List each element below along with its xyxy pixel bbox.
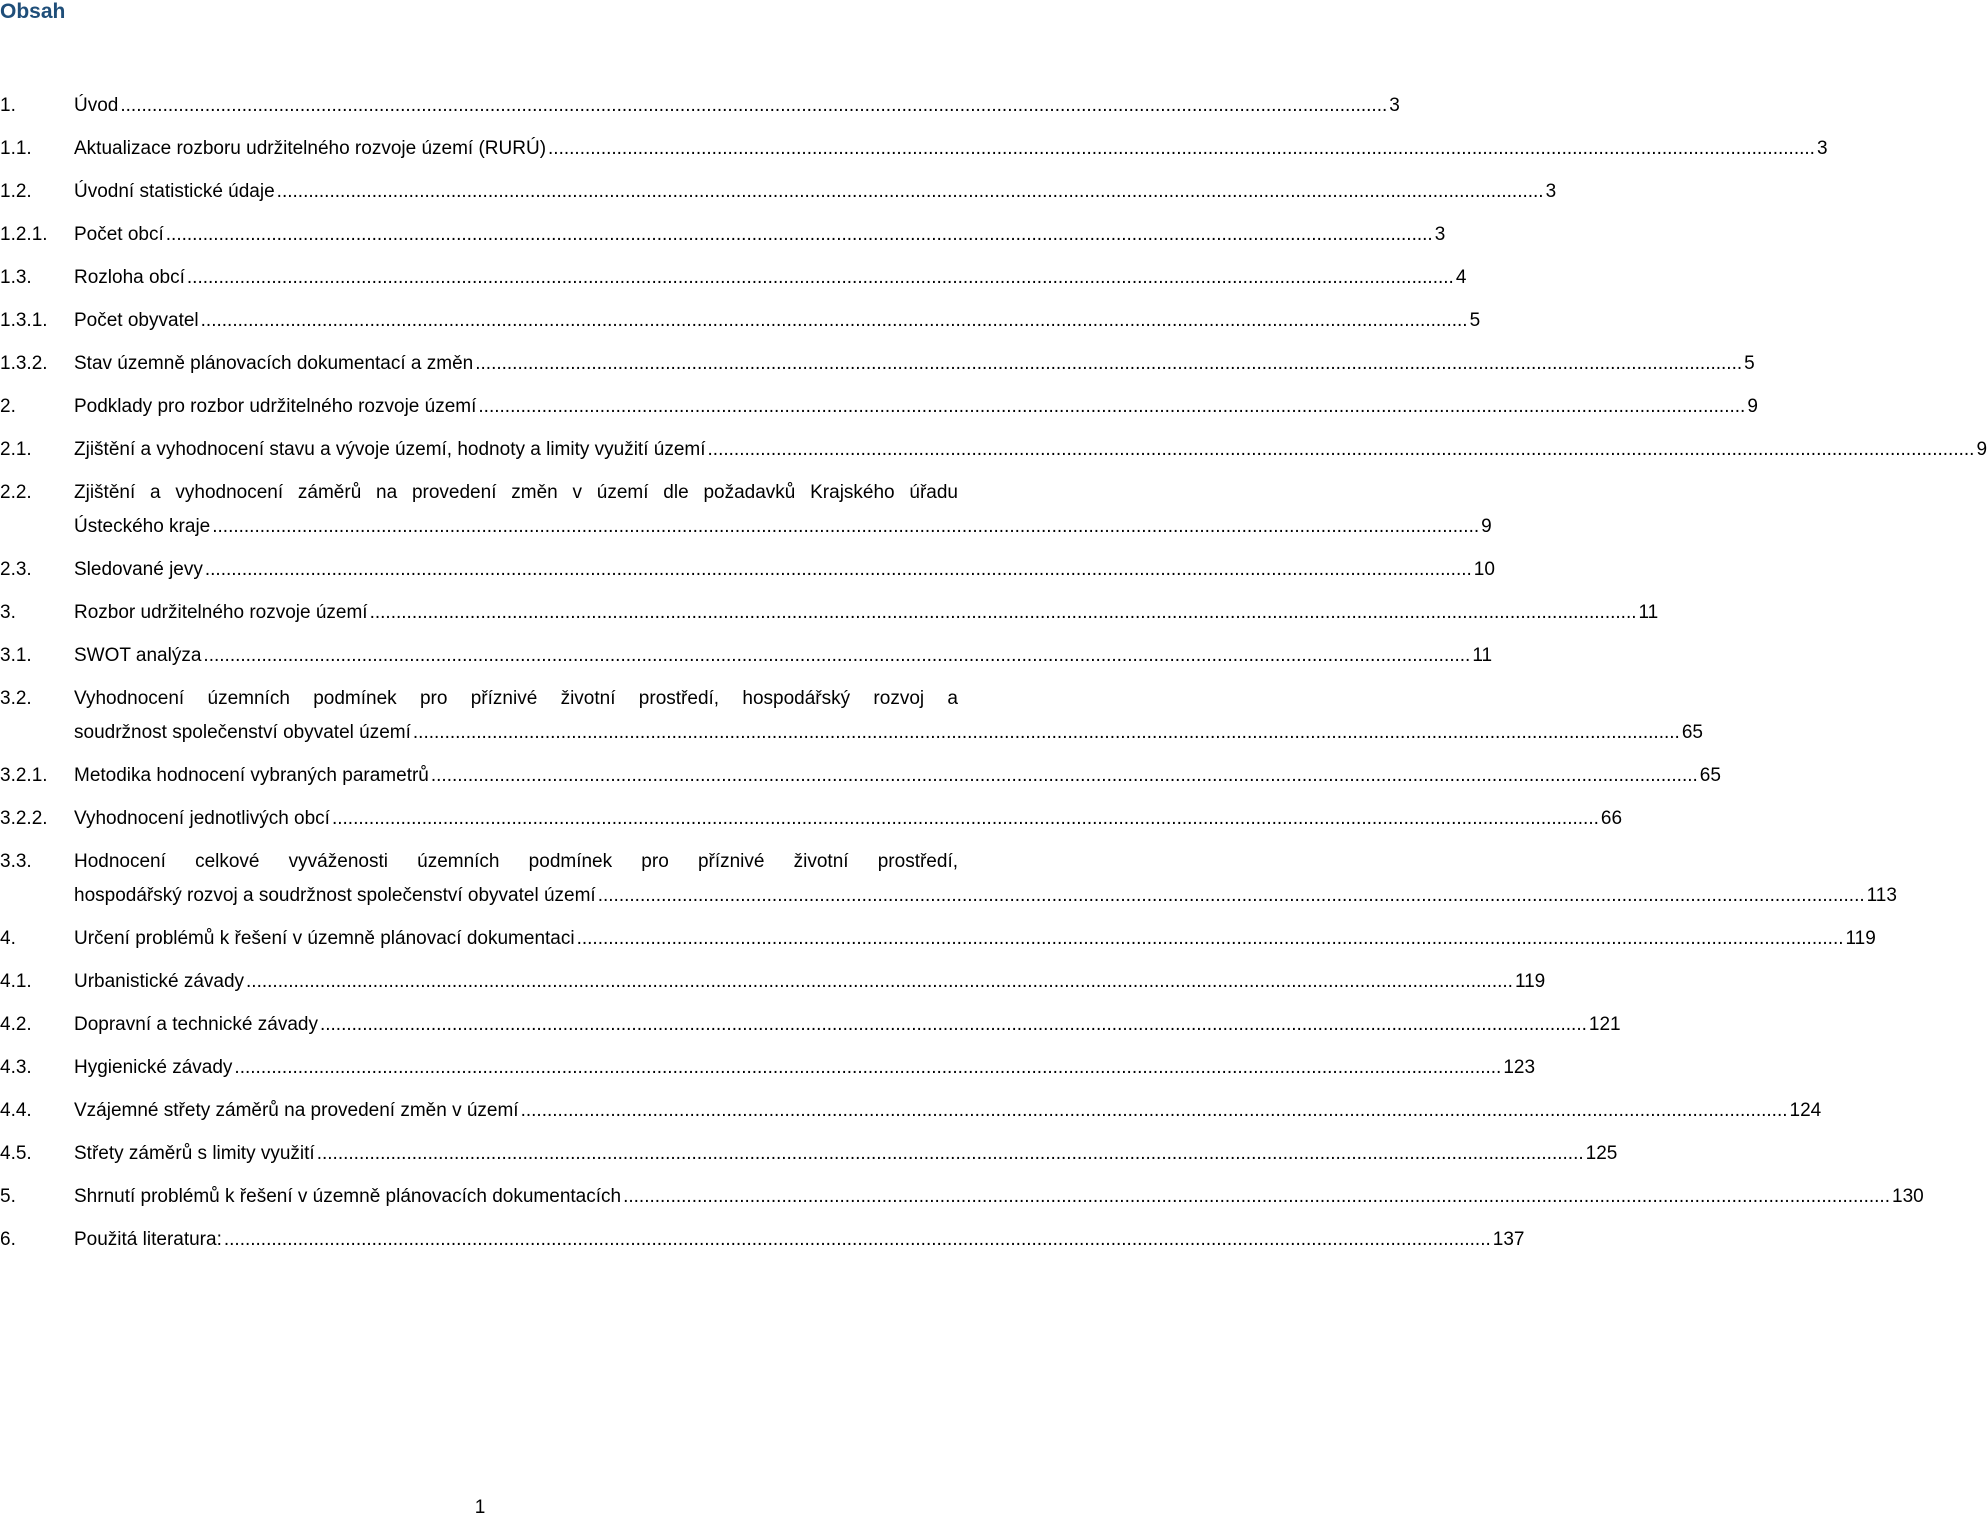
toc-entry-number: 2. bbox=[0, 396, 16, 417]
toc-entry-label: Sledované jevy bbox=[74, 559, 203, 580]
toc-entry-number: 3.2.2. bbox=[0, 808, 48, 829]
toc-entry-page: 5 bbox=[1469, 310, 1481, 331]
toc-entry-label-line: Hodnocení celkové vyváženosti územních podmínek pro příznivé životní prostředí, bbox=[74, 851, 958, 872]
toc-entry-line bbox=[74, 634, 1493, 677]
dot-leader bbox=[246, 960, 1513, 1003]
toc-entry-label: Stav územně plánovacích dokumentací a změn bbox=[74, 353, 474, 374]
dot-leader bbox=[332, 797, 1599, 840]
toc-entry[interactable] bbox=[0, 428, 1987, 471]
toc-entry[interactable] bbox=[0, 960, 1546, 1003]
toc-entry[interactable] bbox=[0, 471, 1492, 548]
toc-entry-label: Počet obcí bbox=[74, 224, 164, 245]
toc-entry[interactable] bbox=[0, 797, 1623, 840]
table-of-contents bbox=[0, 84, 1987, 1261]
toc-entry-number: 4.1. bbox=[0, 971, 32, 992]
toc-entry-page: 66 bbox=[1600, 808, 1623, 829]
toc-entry-page: 137 bbox=[1492, 1229, 1525, 1250]
toc-entry-line bbox=[74, 1218, 1525, 1261]
toc-entry-page: 5 bbox=[1744, 353, 1755, 374]
dot-leader bbox=[203, 634, 1470, 677]
dot-leader bbox=[212, 510, 1479, 544]
toc-entry-line bbox=[74, 385, 1758, 428]
toc-entry-page: 3 bbox=[1816, 138, 1828, 159]
toc-entry-number: 2.2. bbox=[0, 482, 32, 503]
toc-entry-label: Zjištění a vyhodnocení stavu a vývoje území, hodnoty a limity využití území bbox=[74, 439, 706, 460]
toc-entry-label: hospodářský rozvoj a soudržnost společenství obyvatel území bbox=[74, 885, 596, 906]
toc-entry-number: 3.2. bbox=[0, 688, 32, 709]
toc-entry-line bbox=[74, 84, 1400, 127]
toc-entry-number: 1. bbox=[0, 95, 16, 116]
toc-entry-line bbox=[74, 170, 1557, 213]
toc-entry-number: 3. bbox=[0, 602, 16, 623]
toc-entry[interactable] bbox=[0, 385, 1758, 428]
toc-entry-number: 4. bbox=[0, 928, 16, 949]
toc-entry-page: 121 bbox=[1588, 1014, 1621, 1035]
toc-entry-line bbox=[74, 428, 1987, 471]
toc-entry-page: 9 bbox=[1976, 439, 1987, 460]
dot-leader bbox=[708, 428, 1975, 471]
toc-entry-page: 11 bbox=[1638, 602, 1659, 623]
toc-entry-number: 2.3. bbox=[0, 559, 32, 580]
toc-entry-number: 1.2.1. bbox=[0, 224, 48, 245]
toc-entry-label: Použitá literatura: bbox=[74, 1229, 222, 1250]
toc-entry-page: 119 bbox=[1845, 928, 1876, 949]
toc-entry[interactable] bbox=[0, 342, 1755, 385]
toc-entry-page: 124 bbox=[1789, 1100, 1822, 1121]
toc-entry-label: Úvod bbox=[74, 95, 119, 116]
dot-leader bbox=[475, 342, 1742, 385]
toc-entry-label: Podklady pro rozbor udržitelného rozvoje území bbox=[74, 396, 477, 417]
toc-entry-label: Rozbor udržitelného rozvoje území bbox=[74, 602, 368, 623]
toc-entry-label: Dopravní a technické závady bbox=[74, 1014, 318, 1035]
toc-entry-page: 125 bbox=[1585, 1143, 1618, 1164]
toc-entry[interactable] bbox=[0, 591, 1659, 634]
toc-entry-line bbox=[74, 213, 1446, 256]
dot-leader bbox=[317, 1132, 1584, 1175]
dot-leader bbox=[187, 256, 1454, 299]
toc-entry-number: 2.1. bbox=[0, 439, 32, 460]
toc-entry-number: 4.4. bbox=[0, 1100, 32, 1121]
toc-entry-number: 1.3.1. bbox=[0, 310, 48, 331]
toc-entry-page: 3 bbox=[1434, 224, 1446, 245]
toc-entry-label: Vyhodnocení jednotlivých obcí bbox=[74, 808, 330, 829]
toc-entry-line bbox=[74, 716, 1703, 750]
toc-entry-line bbox=[74, 960, 1546, 1003]
toc-entry-number: 4.5. bbox=[0, 1143, 32, 1164]
toc-entry[interactable] bbox=[0, 917, 1876, 960]
toc-entry[interactable] bbox=[0, 1132, 1618, 1175]
toc-entry-number: 3.1. bbox=[0, 645, 32, 666]
dot-leader bbox=[205, 548, 1472, 591]
toc-entry[interactable] bbox=[0, 213, 1446, 256]
toc-entry-line bbox=[74, 299, 1481, 342]
toc-entry-page: 3 bbox=[1545, 181, 1557, 202]
toc-entry-number: 1.3. bbox=[0, 267, 32, 288]
toc-entry-label: Shrnutí problémů k řešení v územně plánovacích dokumentacích bbox=[74, 1186, 622, 1207]
toc-entry-page: 3 bbox=[1389, 95, 1400, 116]
toc-entry-number: 3.3. bbox=[0, 851, 32, 872]
toc-entry-line bbox=[74, 591, 1659, 634]
toc-entry-line bbox=[74, 127, 1828, 170]
dot-leader bbox=[234, 1046, 1501, 1089]
toc-entry-line bbox=[74, 1089, 1822, 1132]
toc-entry-page: 10 bbox=[1473, 559, 1495, 580]
toc-entry-label: soudržnost společenství obyvatel území bbox=[74, 722, 411, 743]
toc-entry[interactable] bbox=[0, 677, 1703, 754]
dot-leader bbox=[431, 754, 1698, 797]
toc-entry-line bbox=[74, 1046, 1536, 1089]
dot-leader bbox=[277, 170, 1544, 213]
toc-entry-number: 5. bbox=[0, 1186, 16, 1207]
toc-entry[interactable] bbox=[0, 1089, 1822, 1132]
toc-entry[interactable] bbox=[0, 1003, 1621, 1046]
dot-leader bbox=[478, 385, 1745, 428]
toc-entry[interactable] bbox=[0, 634, 1493, 677]
toc-entry-label: Určení problémů k řešení v územně plánovací dokumentaci bbox=[74, 928, 575, 949]
toc-entry-label: Střety záměrů s limity využití bbox=[74, 1143, 315, 1164]
toc-entry-line bbox=[74, 1003, 1621, 1046]
toc-entry-page: 4 bbox=[1455, 267, 1467, 288]
toc-entry-label: Vzájemné střety záměrů na provedení změn v území bbox=[74, 1100, 519, 1121]
toc-entry-label: Aktualizace rozboru udržitelného rozvoje území (RURÚ) bbox=[74, 138, 547, 159]
toc-entry-label: SWOT analýza bbox=[74, 645, 202, 666]
toc-entry-page: 113 bbox=[1866, 885, 1897, 906]
toc-entry-number: 1.2. bbox=[0, 181, 32, 202]
toc-entry-page: 65 bbox=[1681, 722, 1703, 743]
toc-entry-line bbox=[74, 1175, 1924, 1218]
toc-entry-number: 4.2. bbox=[0, 1014, 32, 1035]
toc-entry[interactable] bbox=[0, 256, 1467, 299]
page-title: Obsah bbox=[0, 0, 66, 23]
dot-leader bbox=[166, 213, 1433, 256]
toc-entry-number: 3.2.1. bbox=[0, 765, 48, 786]
toc-entry-label: Počet obyvatel bbox=[74, 310, 199, 331]
toc-entry[interactable] bbox=[0, 840, 1897, 917]
dot-leader bbox=[598, 879, 1865, 913]
toc-entry[interactable] bbox=[0, 299, 1481, 342]
dot-leader bbox=[577, 917, 1844, 960]
toc-entry-line bbox=[74, 1132, 1618, 1175]
toc-entry[interactable] bbox=[0, 1218, 1525, 1261]
dot-leader bbox=[413, 716, 1680, 750]
dot-leader bbox=[320, 1003, 1587, 1046]
toc-entry-page: 11 bbox=[1472, 645, 1493, 666]
toc-entry-label: Hygienické závady bbox=[74, 1057, 233, 1078]
dot-leader bbox=[224, 1218, 1491, 1261]
toc-entry-page: 9 bbox=[1481, 516, 1492, 537]
toc-entry-page: 123 bbox=[1503, 1057, 1536, 1078]
toc-entry-label: Urbanistické závady bbox=[74, 971, 245, 992]
toc-entry-line bbox=[74, 754, 1721, 797]
page-number: 1 bbox=[474, 1497, 486, 1518]
dot-leader bbox=[521, 1089, 1788, 1132]
toc-entry-number: 4.3. bbox=[0, 1057, 32, 1078]
toc-entry-number: 1.3.2. bbox=[0, 353, 48, 374]
toc-entry-label: Ústeckého kraje bbox=[74, 516, 211, 537]
toc-entry[interactable] bbox=[0, 548, 1495, 591]
toc-entry-number: 1.1. bbox=[0, 138, 32, 159]
dot-leader bbox=[120, 84, 1387, 127]
dot-leader bbox=[548, 127, 1815, 170]
toc-entry[interactable] bbox=[0, 1175, 1924, 1218]
toc-entry[interactable] bbox=[0, 84, 1400, 127]
toc-entry-number: 6. bbox=[0, 1229, 16, 1250]
toc-entry-label-line: Vyhodnocení územních podmínek pro příznivé životní prostředí, hospodářský rozvoj a bbox=[74, 688, 958, 709]
toc-entry-page: 130 bbox=[1892, 1186, 1924, 1207]
toc-entry-page: 65 bbox=[1699, 765, 1721, 786]
dot-leader bbox=[623, 1175, 1890, 1218]
toc-entry[interactable] bbox=[0, 754, 1721, 797]
toc-entry-page: 9 bbox=[1747, 396, 1758, 417]
dot-leader bbox=[201, 299, 1468, 342]
toc-entry-label: Úvodní statistické údaje bbox=[74, 181, 275, 202]
toc-entry[interactable] bbox=[0, 1046, 1536, 1089]
toc-entry-line bbox=[74, 256, 1467, 299]
toc-entry-label: Rozloha obcí bbox=[74, 267, 185, 288]
toc-entry-label-line: Zjištění a vyhodnocení záměrů na provedení změn v území dle požadavků Krajského úřadu bbox=[74, 482, 958, 503]
toc-entry-line bbox=[74, 917, 1876, 960]
toc-entry-line bbox=[74, 548, 1495, 591]
toc-entry-line bbox=[74, 342, 1755, 385]
toc-entry-line bbox=[74, 510, 1492, 544]
toc-entry-label: Metodika hodnocení vybraných parametrů bbox=[74, 765, 429, 786]
dot-leader bbox=[370, 591, 1637, 634]
toc-entry-page: 119 bbox=[1514, 971, 1546, 992]
toc-entry-line bbox=[74, 879, 1897, 913]
toc-entry[interactable] bbox=[0, 170, 1557, 213]
toc-entry[interactable] bbox=[0, 127, 1828, 170]
toc-entry-line bbox=[74, 797, 1623, 840]
